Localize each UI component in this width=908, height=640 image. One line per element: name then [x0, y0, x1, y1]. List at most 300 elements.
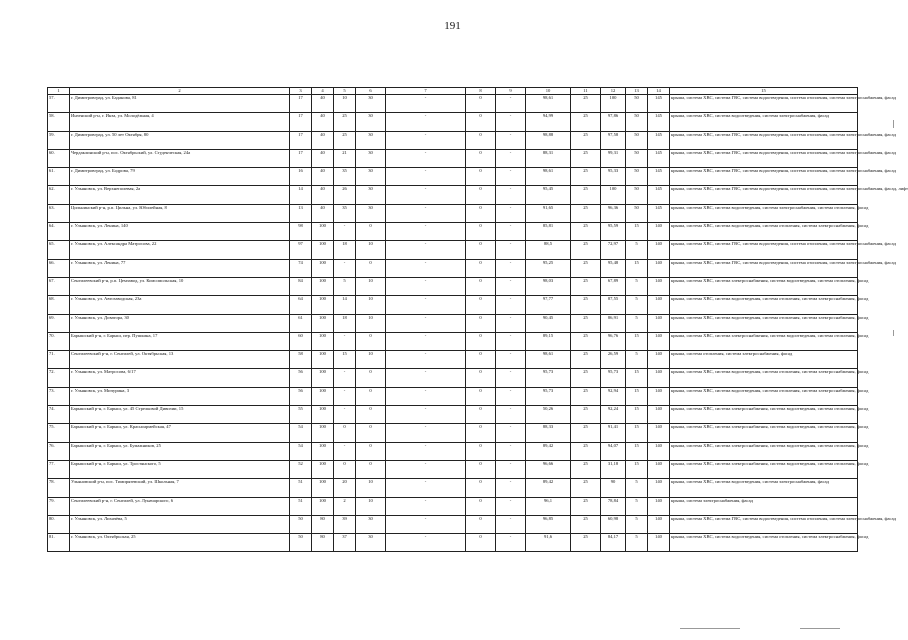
value-cell: 145: [648, 95, 670, 113]
value-cell: 100: [312, 241, 334, 259]
value-cell: 145: [648, 204, 670, 222]
address-cell: г. Ульяновск, ул. Автозаводская, 23а: [70, 296, 290, 314]
value-cell: 140: [648, 442, 670, 460]
value-cell: -: [334, 223, 356, 241]
value-cell: 100: [312, 296, 334, 314]
value-cell: 140: [648, 460, 670, 478]
address-cell: Барышский р-н, г. Барыш, ул. Тростянского, 5: [70, 460, 290, 478]
value-cell: 89,42: [526, 442, 571, 460]
scan-mark: [893, 330, 894, 336]
value-cell: -: [386, 406, 466, 424]
value-cell: 96,36: [601, 204, 626, 222]
value-cell: -: [496, 424, 526, 442]
value-cell: -: [386, 442, 466, 460]
header-cell: 8: [466, 88, 496, 95]
row-number-cell: 72.: [48, 369, 70, 387]
value-cell: 14: [334, 296, 356, 314]
header-cell: 5: [334, 88, 356, 95]
value-cell: -: [386, 277, 466, 295]
value-cell: 25: [571, 314, 601, 332]
works-cell: крыша, система ХВС, система водоотведения, система отопления, система электроснабжения, фасад: [670, 534, 858, 552]
value-cell: -: [496, 113, 526, 131]
value-cell: -: [334, 369, 356, 387]
value-cell: 25: [571, 95, 601, 113]
works-cell: крыша, система ХВС, система электроснабжения, система водоотведения, система отопления, фасад: [670, 277, 858, 295]
address-cell: Барышский р-н, г. Барыш, ул. Бумажников, 25: [70, 442, 290, 460]
value-cell: 140: [648, 515, 670, 533]
works-cell: крыша, система ХВС, система ГВС, система водоотведения, система отопления, система электроснабжения, фасад: [670, 149, 858, 167]
value-cell: 84,17: [601, 534, 626, 552]
row-number-cell: 79.: [48, 497, 70, 515]
value-cell: 78,84: [601, 497, 626, 515]
value-cell: 140: [648, 332, 670, 350]
value-cell: -: [496, 460, 526, 478]
value-cell: -: [496, 515, 526, 533]
value-cell: 0: [466, 460, 496, 478]
table-row: [48, 534, 858, 552]
value-cell: 0: [356, 387, 386, 405]
table-row: [48, 387, 858, 405]
value-cell: 80: [312, 515, 334, 533]
value-cell: 18: [334, 314, 356, 332]
table-row: [48, 460, 858, 478]
value-cell: 54: [290, 442, 312, 460]
value-cell: 15: [626, 460, 648, 478]
header-cell: 11: [571, 88, 601, 95]
works-cell: крыша, система ХВС, система водоотведения, система отопления, система электроснабжения, фасад: [670, 369, 858, 387]
table-row: [48, 204, 858, 222]
works-cell: крыша, система ХВС, система электроснабжения, система водоотведения, система отопления, фасад: [670, 406, 858, 424]
works-cell: крыша, система ХВС, система электроснабжения, система водоотведения, система отопления, фасад: [670, 332, 858, 350]
value-cell: 21: [334, 149, 356, 167]
row-number-cell: 63.: [48, 204, 70, 222]
value-cell: 25: [571, 351, 601, 369]
value-cell: 95,48: [601, 259, 626, 277]
value-cell: -: [334, 387, 356, 405]
value-cell: 61: [290, 314, 312, 332]
value-cell: -: [496, 95, 526, 113]
value-cell: -: [496, 314, 526, 332]
value-cell: 100: [312, 442, 334, 460]
value-cell: 17: [290, 131, 312, 149]
table-row: [48, 332, 858, 350]
address-cell: г. Ульяновск, ул. Мичурина, 3: [70, 387, 290, 405]
value-cell: 97,58: [601, 131, 626, 149]
value-cell: 25: [571, 332, 601, 350]
value-cell: -: [386, 497, 466, 515]
works-cell: крыша, система ХВС, система электроснабжения, система водоотведения, система отопления, фасад: [670, 424, 858, 442]
value-cell: 25: [571, 369, 601, 387]
value-cell: 140: [648, 351, 670, 369]
value-cell: 30: [356, 131, 386, 149]
value-cell: 10: [334, 95, 356, 113]
value-cell: 30: [356, 113, 386, 131]
value-cell: 145: [648, 186, 670, 204]
value-cell: 50: [626, 95, 648, 113]
table-row: [48, 479, 858, 497]
value-cell: 0: [356, 259, 386, 277]
value-cell: -: [386, 241, 466, 259]
address-cell: Цильнинский р-н, р.п. Цильна, ул. Юбилейная, 8: [70, 204, 290, 222]
table-row: [48, 241, 858, 259]
value-cell: 100: [312, 223, 334, 241]
value-cell: 0: [356, 424, 386, 442]
value-cell: -: [496, 442, 526, 460]
value-cell: 0: [466, 296, 496, 314]
scan-mark: [680, 628, 740, 629]
value-cell: 97,77: [526, 296, 571, 314]
value-cell: 17: [290, 95, 312, 113]
value-cell: 31,18: [601, 460, 626, 478]
value-cell: 5: [334, 277, 356, 295]
value-cell: 0: [466, 369, 496, 387]
value-cell: 0: [466, 406, 496, 424]
value-cell: 67,89: [601, 277, 626, 295]
address-cell: г. Димитровград, ул. Баданова, 81: [70, 95, 290, 113]
value-cell: 140: [648, 424, 670, 442]
table-row: [48, 186, 858, 204]
value-cell: 140: [648, 223, 670, 241]
works-cell: крыша, система ХВС, система водоотведения, система отопления, система электроснабжения, фасад: [670, 314, 858, 332]
value-cell: 95,33: [601, 168, 626, 186]
value-cell: -: [496, 497, 526, 515]
value-cell: 140: [648, 241, 670, 259]
value-cell: 0: [466, 314, 496, 332]
address-cell: г. Ульяновск, ул. Доватора, 30: [70, 314, 290, 332]
row-number-cell: 67.: [48, 277, 70, 295]
value-cell: 10: [356, 241, 386, 259]
value-cell: 0: [356, 223, 386, 241]
value-cell: 30: [356, 515, 386, 533]
value-cell: -: [386, 314, 466, 332]
value-cell: -: [496, 186, 526, 204]
header-cell: 1: [48, 88, 70, 95]
value-cell: 85,81: [526, 223, 571, 241]
value-cell: -: [496, 131, 526, 149]
address-cell: Сенгилеевский р-н, г. Сенгилей, ул. Луначарского, 6: [70, 497, 290, 515]
table-row: [48, 113, 858, 131]
header-cell: 7: [386, 88, 466, 95]
value-cell: 0: [466, 186, 496, 204]
address-cell: Сенгилеевский р-н, р.п. Цемзавод, ул. Комсомольская, 10: [70, 277, 290, 295]
header-cell: 14: [648, 88, 670, 95]
value-cell: 30: [356, 149, 386, 167]
table-row: [48, 95, 858, 113]
row-number-cell: 75.: [48, 424, 70, 442]
address-cell: г. Димитровград, ул. Бодрова, 79: [70, 168, 290, 186]
value-cell: 25: [571, 149, 601, 167]
value-cell: -: [496, 204, 526, 222]
value-cell: 100: [312, 460, 334, 478]
value-cell: 140: [648, 387, 670, 405]
value-cell: 26,59: [601, 351, 626, 369]
value-cell: -: [496, 479, 526, 497]
value-cell: 14: [290, 186, 312, 204]
value-cell: 100: [312, 332, 334, 350]
value-cell: 0: [466, 351, 496, 369]
value-cell: 98,61: [526, 351, 571, 369]
value-cell: 140: [648, 479, 670, 497]
value-cell: 100: [312, 369, 334, 387]
header-row: [48, 88, 858, 95]
value-cell: 15: [626, 406, 648, 424]
address-cell: г. Ульяновск, ул. Ленина, 140: [70, 223, 290, 241]
value-cell: 13: [290, 204, 312, 222]
value-cell: -: [496, 277, 526, 295]
row-number-cell: 81.: [48, 534, 70, 552]
works-cell: крыша, система ХВС, система водоотведения, система электроснабжения, система отопления, фасад: [670, 204, 858, 222]
value-cell: 100: [312, 314, 334, 332]
value-cell: -: [386, 149, 466, 167]
value-cell: 95,45: [526, 186, 571, 204]
value-cell: 140: [648, 259, 670, 277]
value-cell: 15: [626, 442, 648, 460]
value-cell: 94,99: [526, 113, 571, 131]
header-cell: 13: [626, 88, 648, 95]
value-cell: 0: [466, 204, 496, 222]
value-cell: -: [496, 168, 526, 186]
value-cell: -: [386, 424, 466, 442]
works-cell: крыша, система ХВС, система водоотведения, система электроснабжения, фасад: [670, 479, 858, 497]
value-cell: 0: [466, 113, 496, 131]
value-cell: 0: [466, 168, 496, 186]
value-cell: 0: [356, 406, 386, 424]
row-number-cell: 77.: [48, 460, 70, 478]
value-cell: 100: [312, 406, 334, 424]
value-cell: -: [334, 332, 356, 350]
value-cell: -: [386, 168, 466, 186]
value-cell: 25: [571, 186, 601, 204]
value-cell: -: [386, 259, 466, 277]
value-cell: -: [496, 369, 526, 387]
value-cell: 51: [290, 497, 312, 515]
address-cell: Сенгилеевский р-н, г. Сенгилей, ул. Октябрьская, 13: [70, 351, 290, 369]
value-cell: 140: [648, 296, 670, 314]
value-cell: 26: [334, 186, 356, 204]
value-cell: 0: [466, 424, 496, 442]
value-cell: 0: [466, 442, 496, 460]
value-cell: 94,07: [601, 442, 626, 460]
value-cell: 100: [601, 95, 626, 113]
value-cell: 5: [626, 241, 648, 259]
table-row: [48, 351, 858, 369]
row-number-cell: 76.: [48, 442, 70, 460]
address-cell: Барышский р-н, г. Барыш, пер. Пушкина, 17: [70, 332, 290, 350]
address-cell: Инзенский р-н, г. Инза, ул. Молодёжная, 4: [70, 113, 290, 131]
header-cell: 9: [496, 88, 526, 95]
value-cell: 0: [466, 95, 496, 113]
value-cell: 100: [601, 186, 626, 204]
works-cell: крыша, система ХВС, система ГВС, система водоотведения, система отопления, система электроснабжения, фасад: [670, 168, 858, 186]
value-cell: 0: [466, 259, 496, 277]
row-number-cell: 66.: [48, 259, 70, 277]
value-cell: 89,15: [526, 332, 571, 350]
value-cell: 100: [312, 259, 334, 277]
value-cell: 98: [290, 223, 312, 241]
row-number-cell: 57.: [48, 95, 70, 113]
value-cell: 58: [290, 351, 312, 369]
value-cell: 20: [334, 479, 356, 497]
value-cell: 52: [290, 460, 312, 478]
value-cell: 96,66: [526, 460, 571, 478]
works-cell: крыша, система ХВС, система ГВС, система водоотведения, система отопления, система электроснабжения, фасад, лифт: [670, 186, 858, 204]
value-cell: 140: [648, 534, 670, 552]
table-row: [48, 277, 858, 295]
value-cell: 25: [334, 113, 356, 131]
header-cell: 10: [526, 88, 571, 95]
table-row: [48, 442, 858, 460]
table-row: [48, 497, 858, 515]
value-cell: 30: [356, 186, 386, 204]
works-cell: крыша, система ХВС, система водоотведения, система отопления, система электроснабжения, фасад: [670, 223, 858, 241]
value-cell: 25: [334, 131, 356, 149]
works-cell: крыша, система ХВС, система ГВС, система водоотведения, система отопления, система электроснабжения, фасад: [670, 259, 858, 277]
value-cell: 145: [648, 168, 670, 186]
row-number-cell: 80.: [48, 515, 70, 533]
table-row: [48, 168, 858, 186]
value-cell: 86,91: [601, 314, 626, 332]
value-cell: -: [496, 534, 526, 552]
value-cell: 99,31: [601, 149, 626, 167]
value-cell: 5: [626, 351, 648, 369]
value-cell: 15: [626, 223, 648, 241]
row-number-cell: 78.: [48, 479, 70, 497]
value-cell: 74: [290, 259, 312, 277]
row-number-cell: 62.: [48, 186, 70, 204]
value-cell: 10: [356, 497, 386, 515]
value-cell: 0: [334, 460, 356, 478]
value-cell: -: [496, 332, 526, 350]
header-cell: 12: [601, 88, 626, 95]
scan-mark: [800, 628, 840, 629]
value-cell: 25: [571, 387, 601, 405]
works-cell: крыша, система ХВС, система ГВС, система водоотведения, система отопления, система электроснабжения, фасад: [670, 241, 858, 259]
address-cell: г. Ульяновск, ул. Ленина, 77: [70, 259, 290, 277]
value-cell: 0: [356, 332, 386, 350]
value-cell: -: [386, 460, 466, 478]
value-cell: 25: [571, 534, 601, 552]
value-cell: 98,61: [526, 95, 571, 113]
value-cell: 39: [334, 515, 356, 533]
value-cell: -: [386, 534, 466, 552]
value-cell: 50: [626, 186, 648, 204]
value-cell: 25: [571, 113, 601, 131]
value-cell: -: [386, 369, 466, 387]
value-cell: 98,03: [526, 277, 571, 295]
value-cell: 25: [571, 515, 601, 533]
value-cell: 40: [312, 204, 334, 222]
table-row: [48, 296, 858, 314]
row-number-cell: 60.: [48, 149, 70, 167]
value-cell: 98,88: [526, 131, 571, 149]
value-cell: 25: [571, 442, 601, 460]
value-cell: 5: [626, 497, 648, 515]
value-cell: 64: [290, 296, 312, 314]
value-cell: 88,31: [526, 149, 571, 167]
value-cell: -: [334, 406, 356, 424]
value-cell: 0: [356, 460, 386, 478]
value-cell: -: [386, 515, 466, 533]
value-cell: 95,73: [526, 369, 571, 387]
works-cell: крыша, система ХВС, система ГВС, система водоотведения, система отопления, система электроснабжения, фасад: [670, 131, 858, 149]
page-number: 191: [444, 20, 461, 32]
row-number-cell: 68.: [48, 296, 70, 314]
address-cell: Барышский р-н, г. Барыш, ул. Красноармейская, 47: [70, 424, 290, 442]
value-cell: 50: [290, 515, 312, 533]
value-cell: 97: [290, 241, 312, 259]
value-cell: 92,94: [601, 387, 626, 405]
value-cell: 140: [648, 314, 670, 332]
value-cell: 100: [312, 424, 334, 442]
value-cell: 50: [626, 131, 648, 149]
value-cell: 15: [626, 259, 648, 277]
address-cell: Ульяновский р-н, пос. Тимирязевский, ул. Школьная, 7: [70, 479, 290, 497]
value-cell: 25: [571, 497, 601, 515]
value-cell: 40: [312, 168, 334, 186]
value-cell: 5: [626, 479, 648, 497]
value-cell: 91,41: [601, 424, 626, 442]
works-cell: крыша, система ХВС, система водоотведения, система электроснабжения, фасад: [670, 113, 858, 131]
value-cell: 51: [290, 479, 312, 497]
value-cell: 30: [356, 204, 386, 222]
value-cell: 0: [466, 223, 496, 241]
value-cell: -: [496, 351, 526, 369]
value-cell: 17: [290, 113, 312, 131]
value-cell: 84: [290, 277, 312, 295]
address-cell: г. Ульяновск, ул. Октябрьская, 25: [70, 534, 290, 552]
address-cell: г. Ульяновск, ул. Лихачёва, 5: [70, 515, 290, 533]
value-cell: 96,76: [601, 332, 626, 350]
value-cell: 0: [466, 131, 496, 149]
row-number-cell: 64.: [48, 223, 70, 241]
value-cell: -: [386, 223, 466, 241]
value-cell: 90,45: [526, 314, 571, 332]
value-cell: 5: [626, 515, 648, 533]
value-cell: 15: [334, 351, 356, 369]
row-number-cell: 73.: [48, 387, 70, 405]
header-cell: 2: [70, 88, 290, 95]
address-cell: Чердаклинский р-н, пос. Октябрьский, ул. Студенческая, 24а: [70, 149, 290, 167]
value-cell: 30: [356, 168, 386, 186]
value-cell: 89,42: [526, 479, 571, 497]
value-cell: 56: [290, 387, 312, 405]
value-cell: 25: [571, 406, 601, 424]
value-cell: 140: [648, 277, 670, 295]
table-row: [48, 369, 858, 387]
address-cell: г. Ульяновск, ул. Александра Матросова, 22: [70, 241, 290, 259]
works-cell: крыша, система ХВС, система водоотведения, система отопления, система электроснабжения, фасад: [670, 296, 858, 314]
value-cell: -: [386, 351, 466, 369]
value-cell: 100: [312, 479, 334, 497]
value-cell: 25: [571, 223, 601, 241]
value-cell: 140: [648, 406, 670, 424]
value-cell: 30: [356, 534, 386, 552]
value-cell: 88,33: [526, 424, 571, 442]
value-cell: 25: [571, 131, 601, 149]
value-cell: 25: [571, 241, 601, 259]
row-number-cell: 74.: [48, 406, 70, 424]
value-cell: 90: [601, 479, 626, 497]
value-cell: 18: [334, 241, 356, 259]
value-cell: 25: [571, 479, 601, 497]
header-cell: 15: [670, 88, 858, 95]
table-row: [48, 314, 858, 332]
row-number-cell: 61.: [48, 168, 70, 186]
row-number-cell: 70.: [48, 332, 70, 350]
value-cell: 0: [466, 387, 496, 405]
value-cell: 56: [290, 369, 312, 387]
header-cell: 3: [290, 88, 312, 95]
